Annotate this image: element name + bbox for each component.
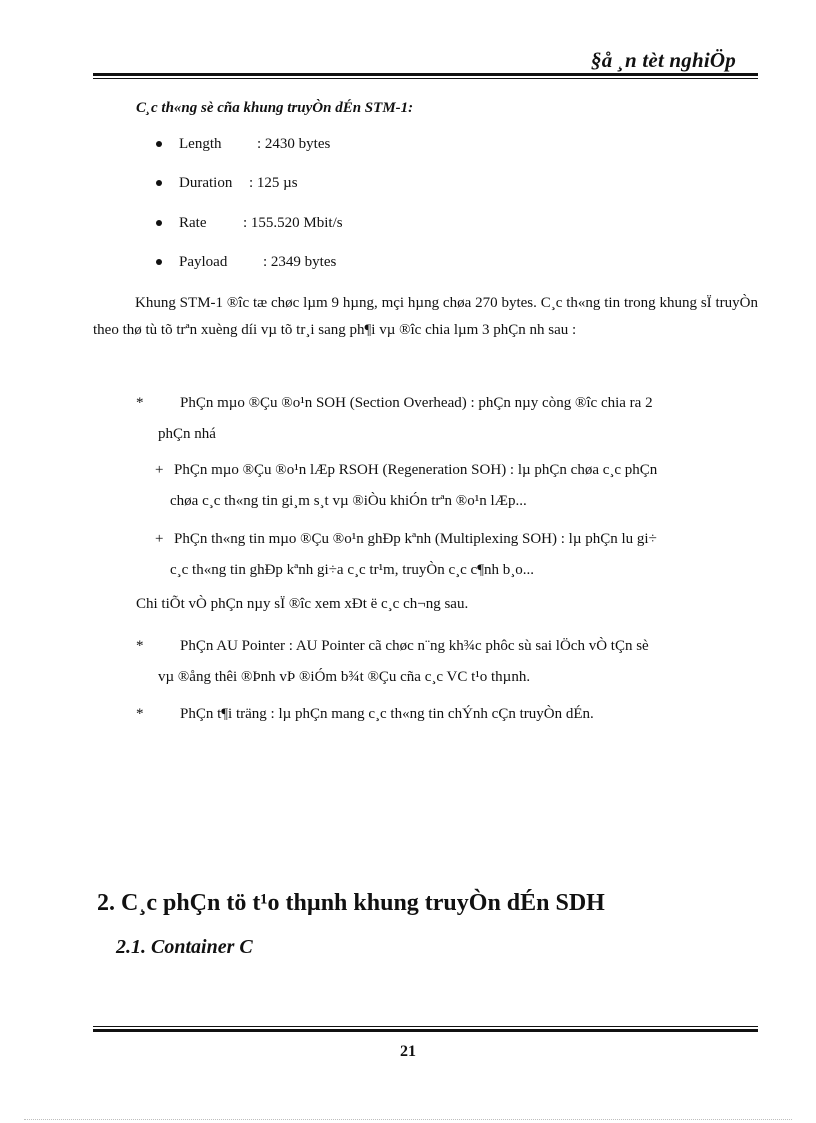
asterisk-icon: * [136,706,144,722]
list-item-continuation: chøa c¸c th«ng tin gi¸m s¸t vµ ®iÒu khiÓn trªn ®o¹n lÆp... [170,493,527,509]
spec-label: Payload [179,254,228,270]
asterisk-icon: * [136,395,144,411]
detail-line: Chi tiÕt vÒ phÇn nµy sÏ ®îc xem xÐt ë c¸c ch¬ng sau. [136,596,469,612]
section-subheading: C¸c th«ng sè cña khung truyÒn dÉn STM-1: [136,100,414,116]
list-item-text: PhÇn th«ng tin mµo ®Çu ®o¹n ghÐp kªnh (Multiplexing SOH) : lµ phÇn lu gi÷ [174,531,657,547]
list-item-continuation: vµ ®ång thêi ®Þnh vÞ ®iÓm b¾t ®Çu cña c¸c VC t¹o thµnh. [158,669,531,685]
plus-icon: + [155,531,164,547]
spec-label: Length [179,136,222,152]
bullet-icon [156,220,162,226]
bullet-icon [156,180,162,186]
list-item-continuation: c¸c th«ng tin ghÐp kªnh gi÷a c¸c tr¹m, truyÒn c¸c c¶nh b¸o... [170,562,534,578]
list-item-text: PhÇn mµo ®Çu ®o¹n SOH (Section Overhead) : phÇn nµy còng ®îc chia ra 2 [180,395,653,411]
spec-item [156,254,336,271]
header-rule [93,73,758,79]
plus-icon: + [155,462,164,478]
spec-value: : 155.520 Mbit/s [243,215,343,231]
spec-item [156,175,298,192]
footer-rule [93,1026,758,1032]
list-item [155,455,758,517]
bullet-icon [156,141,162,147]
list-item [155,524,758,586]
list-item [136,388,758,450]
asterisk-icon: * [136,638,144,654]
spec-label: Duration [179,175,233,191]
spec-value: : 2430 bytes [257,136,331,152]
intro-paragraph: Khung STM-1 ®îc tæ chøc lµm 9 hµng, mçi hµng chøa 270 bytes. C¸c th«ng tin trong khung sÏ truyÒn theo thø tù tõ trªn xuèng díi vµ tõ tr¸i sang ph¶i vµ ®îc chia lµm 3 phÇn nh sau : [93,295,758,338]
list-item [136,631,758,693]
list-item-text: PhÇn AU Pointer : AU Pointer cã chøc n¨ng kh¾c phôc sù sai lÖch vÒ tÇn sè [180,638,649,654]
spec-item [156,215,343,232]
list-item-text: PhÇn mµo ®Çu ®o¹n lÆp RSOH (Regeneration SOH) : lµ phÇn chøa c¸c phÇn [174,462,658,478]
bullet-icon [156,259,162,265]
header-title: §å ¸n tèt nghiÖp [591,48,736,72]
list-item-text: PhÇn t¶i träng : lµ phÇn mang c¸c th«ng tin chÝnh cÇn truyÒn dÉn. [180,706,594,722]
spec-item [156,136,330,153]
page-edge-divider [24,1119,792,1120]
section-heading: 2. C¸c phÇn tö t¹o thµnh khung truyÒn dÉn SDH [97,890,605,916]
page-number-text: 21 [400,1043,416,1060]
subsection-heading: 2.1. Container C [116,936,253,958]
list-item [136,699,758,730]
list-item-continuation: phÇn nhá [158,426,216,442]
spec-value: : 125 µs [249,175,298,191]
page-number [0,1043,816,1061]
spec-label: Rate [179,215,207,231]
spec-value: : 2349 bytes [263,254,337,270]
